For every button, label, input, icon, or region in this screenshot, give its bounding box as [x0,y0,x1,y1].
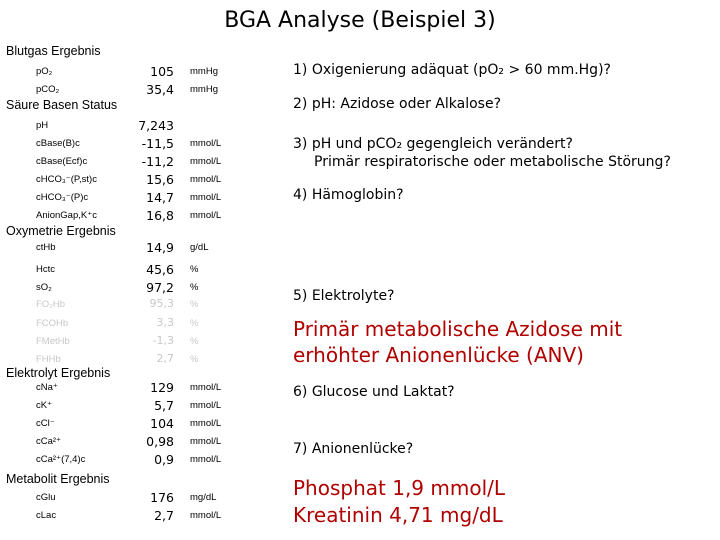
result-value: 104 [150,416,174,431]
result-value: 5,7 [154,398,174,413]
answer-phosphate: Phosphat 1,9 mmol/L [293,476,506,500]
result-row-cbase-ecf [4,154,274,172]
answer-creatinine: Kreatinin 4,71 mg/dL [293,503,503,527]
result-row-cglu [4,490,274,508]
result-unit: mmol/L [190,382,222,393]
result-unit: mmol/L [190,174,222,185]
result-value: 35,4 [146,82,174,97]
result-row-cbase-b [4,136,274,154]
section-oxymetrie: Oxymetrie Ergebnis [6,224,116,238]
result-row-cca [4,434,274,452]
result-label: cBase(B)c [36,138,80,149]
result-row-ccl [4,416,274,434]
result-value: 0,98 [146,434,174,449]
result-label: cLac [36,510,57,521]
result-value: 14,7 [146,190,174,205]
result-unit: mmol/L [190,436,222,447]
result-label: FMetHb [36,336,70,347]
result-row-hct [4,262,274,280]
result-label: cK⁺ [36,400,53,411]
result-row-chco3 [4,190,274,208]
result-row-fo2hb [4,297,274,315]
answer-diagnosis-line2: erhöhter Anionenlücke (ANV) [293,343,584,367]
result-value: -11,5 [141,136,174,151]
result-label: sO₂ [36,282,52,293]
result-unit: mmol/L [190,210,222,221]
result-unit: mg/dL [190,492,217,503]
result-label: pH [36,120,49,131]
section-saeure-basen: Säure Basen Status [6,98,118,112]
result-value: -11,2 [141,154,174,169]
result-unit: g/dL [190,242,209,253]
result-unit: mmol/L [190,138,222,149]
result-label: cHCO₃⁻(P)c [36,192,89,203]
result-unit: % [190,354,199,365]
result-value: 95,3 [149,297,174,310]
result-label: cNa⁺ [36,382,58,393]
result-unit: % [190,299,199,310]
section-blutgas: Blutgas Ergebnis [6,44,101,58]
question-haemoglobin: 4) Hämoglobin? [293,187,404,203]
result-unit: mmol/L [190,510,222,521]
result-label: cCa²⁺(7,4)c [36,454,86,465]
result-row-cthb [4,240,274,258]
question-glucose-lactate: 6) Glucose und Laktat? [293,384,455,400]
result-unit: mmol/L [190,454,222,465]
result-row-fcohb [4,316,274,334]
question-ph: 2) pH: Azidose oder Alkalose? [293,96,501,112]
result-unit: mmHg [190,66,218,77]
result-label: FCOHb [36,318,69,329]
result-value: 3,3 [156,316,174,329]
result-label: AnionGap,K⁺c [36,210,97,221]
result-unit: mmol/L [190,192,222,203]
result-value: 105 [150,64,174,79]
result-label: FO₂Hb [36,299,66,310]
result-row-clac [4,508,274,526]
result-unit: mmol/L [190,418,222,429]
question-electrolytes: 5) Elektrolyte? [293,288,395,304]
question-ph-pco2: 3) pH und pCO₂ gegengleich verändert? [293,136,573,152]
result-value: 15,6 [146,172,174,187]
question-oxygenation: 1) Oxigenierung adäquat (pO₂ > 60 mm.Hg)? [293,62,611,78]
result-row-ck [4,398,274,416]
result-value: 0,9 [154,452,174,467]
question-anion-gap: 7) Anionenlücke? [293,441,414,457]
result-row-ph [4,118,274,136]
result-value: 129 [150,380,174,395]
result-label: pO₂ [36,66,53,77]
result-row-cna [4,380,274,398]
result-row-chco3-st [4,172,274,190]
result-unit: mmHg [190,84,218,95]
result-value: 45,6 [146,262,174,277]
result-unit: mmol/L [190,400,222,411]
result-row-fmethb [4,334,274,352]
answer-diagnosis-line1: Primär metabolische Azidose mit [293,317,623,341]
result-row-so2 [4,280,274,298]
result-value: 14,9 [146,240,174,255]
section-elektrolyt: Elektrolyt Ergebnis [6,366,111,380]
section-metabolit: Metabolit Ergebnis [6,472,110,486]
result-value: 2,7 [156,352,174,365]
result-value: 7,243 [138,118,174,133]
result-value: -1,3 [152,334,174,347]
result-value: 2,7 [154,508,174,523]
result-value: 176 [150,490,174,505]
result-row-po2 [4,64,274,82]
result-unit: mmol/L [190,156,222,167]
result-unit: % [190,282,199,293]
result-label: ctHb [36,242,56,253]
result-label: cCa²⁺ [36,436,62,447]
result-label: cCl⁻ [36,418,55,429]
result-label: cBase(Ecf)c [36,156,88,167]
result-label: cGlu [36,492,56,503]
result-row-cca74 [4,452,274,470]
question-primary-disorder: Primär respiratorische oder metabolische Störung? [314,154,671,170]
result-unit: % [190,264,199,275]
page-title: BGA Analyse (Beispiel 3) [224,8,496,33]
result-label: Hctc [36,264,55,275]
result-label: pCO₂ [36,84,60,95]
result-label: cHCO₃⁻(P,st)c [36,174,97,185]
result-unit: % [190,318,199,329]
result-label: FHHb [36,354,61,365]
result-value: 97,2 [146,280,174,295]
result-value: 16,8 [146,208,174,223]
result-unit: % [190,336,199,347]
